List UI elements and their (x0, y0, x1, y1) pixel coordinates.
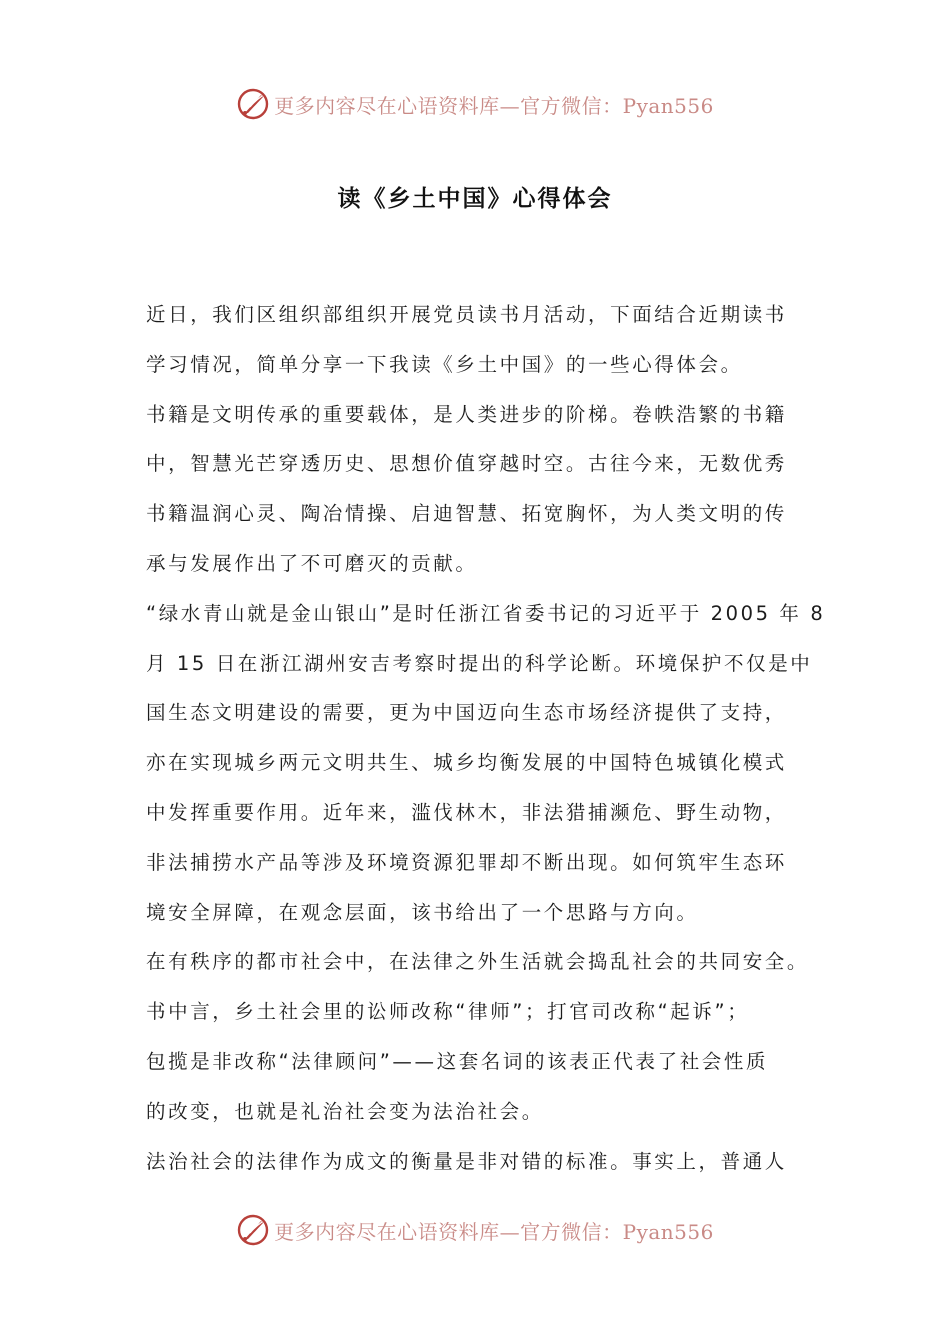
body-line: 在有秩序的都市社会中，在法律之外生活就会捣乱社会的共同安全。 (146, 950, 810, 974)
body-line: 学习情况，简单分享一下我读《乡土中国》的一些心得体会。 (146, 352, 743, 376)
footer-banner (0, 1210, 950, 1250)
body-line: 境安全屏障，在观念层面，该书给出了一个思路与方向。 (146, 900, 699, 924)
body-line: 书中言，乡土社会里的讼师改称“律师”；打官司改称“起诉”； (146, 1000, 750, 1024)
body-line: 亦在实现城乡两元文明共生、城乡均衡发展的中国特色城镇化模式 (146, 751, 787, 775)
body-line: 国生态文明建设的需要，更为中国迈向生态市场经济提供了支持， (146, 701, 787, 725)
footer-banner-text: 更多内容尽在心语资料库—官方微信：Pyan556 (274, 1219, 714, 1244)
header-banner (0, 84, 950, 124)
body-line: 近日，我们区组织部组织开展党员读书月活动，下面结合近期读书 (146, 303, 787, 326)
body-line: 包揽是非改称“法律顾问”——这套名词的该表正代表了社会性质 (146, 1049, 769, 1073)
document-title: 读《乡土中国》心得体会 (337, 186, 613, 212)
document-body (146, 290, 826, 1186)
body-line: 中发挥重要作用。近年来，滥伐林木，非法猎捕濒危、野生动物， (146, 800, 787, 824)
body-line: 中，智慧光芒穿透历史、思想价值穿越时空。古往今来，无数优秀 (146, 452, 787, 476)
body-line: 月 15 日在浙江湖州安吉考察时提出的科学论断。环境保护不仅是中 (146, 651, 813, 675)
body-line: 书籍是文明传承的重要载体，是人类进步的阶梯。卷帙浩繁的书籍 (146, 402, 787, 426)
body-line: 法治社会的法律作为成文的衡量是非对错的标准。事实上，普通人 (146, 1149, 787, 1173)
body-line: “绿水青山就是金山银山”是时任浙江省委书记的习近平于 2005 年 8 (146, 601, 826, 625)
body-line: 非法捕捞水产品等涉及环境资源犯罪却不断出现。如何筑牢生态环 (146, 850, 787, 874)
body-line: 的改变，也就是礼治社会变为法治社会。 (146, 1099, 544, 1123)
quill-logo-icon (236, 1213, 270, 1247)
body-line: 书籍温润心灵、陶冶情操、启迪智慧、拓宽胸怀，为人类文明的传 (146, 502, 787, 526)
quill-logo-icon (236, 87, 270, 121)
body-line: 承与发展作出了不可磨灭的贡献。 (146, 551, 478, 575)
header-banner-text: 更多内容尽在心语资料库—官方微信：Pyan556 (274, 93, 714, 118)
